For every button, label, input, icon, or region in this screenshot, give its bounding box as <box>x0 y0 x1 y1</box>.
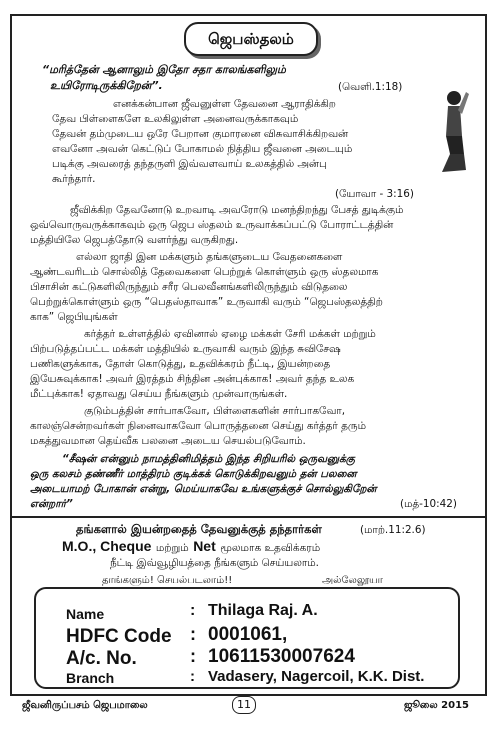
donation-moolam: மூலமாக உதவிக்கரம் <box>220 542 321 554</box>
para5-line2: காலஞ்சென்றவர்கள் நினைவாகவோ பொருத்தனை செய்து கர்த்தர் தரும் <box>30 420 366 432</box>
bank-colon-4: : <box>190 668 195 685</box>
para4-line1: கர்த்தர் உள்ளத்தில் ஏவினால் ஏழை மக்கள் சேரி மக்கள் மற்றும் <box>84 328 376 340</box>
bank-label-hdfc: HDFC Code <box>66 626 172 647</box>
para3-line5: காக” ஜெபியுங்கள் <box>30 311 118 323</box>
bank-label-branch: Branch <box>66 670 115 686</box>
bank-colon-1: : <box>190 602 196 619</box>
bank-value-branch: Vadasery, Nagercoil, K.K. Dist. <box>208 668 425 685</box>
para3-line2: ஆண்டவரிடம் சொல்லித் தேவைகளை பெற்றுக் கொள்ளும் ஒரு ஸ்தலமாக <box>30 266 379 278</box>
quote2-line3: அடையாமற் போகான் என்று, மெய்யாகவே உங்களுக்குச் சொல்லுகிறேன் <box>30 483 377 495</box>
para3-line3: பிசாசின் கட்டுகளிலிருந்தும் சரீர பெலவீனங்களிலிருந்தும் விடுதலை <box>30 281 348 293</box>
para5-line1: குடும்பத்தின் சார்பாகவோ, பிள்ளைகளின் சார்பாகவோ, <box>84 405 346 417</box>
para1-line3: தேவன் தம்முடைய ஒரே பேறான குமாரனை விசுவாசிக்கிறவன் <box>52 128 349 140</box>
quote2-line4: என்றார்” <box>30 498 73 510</box>
para1-line6: கூர்ந்தார். <box>52 173 96 185</box>
page-number: 11 <box>232 696 256 714</box>
donation-methods <box>62 538 442 555</box>
bank-label-acno: A/c. No. <box>66 648 137 669</box>
footer-magazine: ஜீவனிருப்பசம் ஜெபமாலை <box>22 700 148 711</box>
bank-colon-3: : <box>190 646 196 666</box>
donation-matrum: மற்றும் <box>155 542 189 554</box>
quote1-line1: “மரித்தேன் ஆனாலும் இதோ சதா காலங்களிலும் <box>42 63 286 76</box>
praying-person-icon <box>432 88 472 174</box>
bank-value-hdfc: 0001061, <box>208 624 288 645</box>
donation-line3: நீட்டி இவ்வூழியத்தை நீங்களும் செய்யலாம். <box>110 557 319 569</box>
quote2-ref: (மத்-10:42) <box>400 498 457 510</box>
donation-alleluia: அல்லேலூயா <box>322 575 383 586</box>
para2-line1: ஜீவிக்கிற தேவனோடு உறவாடி அவரோடு மனந்திறந்து பேசத் துடிக்கும் <box>70 204 404 216</box>
donation-line1-ref: (மாற்.11:2.6) <box>360 524 426 536</box>
para5-line3: மகத்துவமான தெய்வீக பலனை அடைய செயல்படுவோம். <box>30 435 306 447</box>
para1-line1: எனக்கன்பான ஜீவனுள்ள தேவனை ஆராதிக்கிற <box>113 98 336 110</box>
para2-line3: மத்தியிலே ஜெபத்தோடு வளர்ந்து வருகிறது. <box>30 234 239 246</box>
footer-date: ஜூலை 2015 <box>404 700 469 711</box>
para3-line1: எல்லா ஜாதி இன மக்களும் தங்களுடைய வேதனைகளை <box>76 251 343 263</box>
donation-line1: தங்களால் இயன்றதைத் தேவனுக்குத் தந்தார்கள் <box>76 522 322 536</box>
page-title: ஜெபஸ்தலம் <box>184 22 318 56</box>
donation-thanks: தாங்களும்! செயல்படலாம்!! <box>102 575 233 586</box>
bank-colon-2: : <box>190 624 196 644</box>
para2-line2: ஒவ்வொருவருக்காகவும் ஒரு ஜெப ஸ்தலம் உருவாக்கப்பட்டு போராட்டத்தின் <box>30 219 394 231</box>
quote2-line1: “சீஷன் என்னும் நாமத்தினிமித்தம் இந்த சிறியரில் ஒருவனுக்கு <box>62 453 355 465</box>
quote1-line2: உயிரோடிருக்கிறேன்”. <box>50 79 163 92</box>
para4-line3: பணிகளுக்காக, தோள் கொடுத்து, உதவிக்கரம் நீட்டி, இயன்றதை <box>30 358 331 370</box>
para1-line5: படிக்கு அவரைத் தந்தருளி இவ்வளவாய் உலகத்தில் அன்பு <box>52 158 327 170</box>
para1-line4: எவனோ அவன் கெட்டுப் போகாமல் நித்திய ஜீவனை அடையும் <box>52 143 353 155</box>
quote1-ref: (வெளி.1:18) <box>338 81 403 93</box>
donation-net: Net <box>193 538 216 554</box>
para1-line2: தேவ பிள்ளைகளே உலகிலுள்ள அனைவருக்காகவும் <box>52 113 299 125</box>
para1-ref: (யோவா - 3:16) <box>335 188 414 200</box>
para4-line2: பிற்படுத்தப்பட்ட மக்கள் மத்தியில் உருவாகி வரும் இந்த சுவிசேஷ <box>30 343 341 355</box>
bank-value-name: Thilaga Raj. A. <box>208 602 318 619</box>
donation-mo: M.O., Cheque <box>62 538 152 554</box>
para4-line5: மீட்புக்காக! ஏதாவது செய்ய நீங்களும் முன்வாருங்கள். <box>30 388 288 400</box>
bank-value-acno: 10611530007624 <box>208 646 355 667</box>
bank-label-name: Name <box>66 606 105 622</box>
quote2-line2: ஒரு கலசம் தண்ணீர் மாத்திரம் குடிக்கக் கொடுக்கிறவனும் தன் பலனை <box>30 468 357 480</box>
para4-line4: இயேசுவுக்காக! அவர் இரத்தம் சிந்தின அன்புக்காக! அவர் தந்த உலக <box>30 373 355 385</box>
para3-line4: பெற்றுக்கொள்ளும் ஒரு “பெதஸ்தாவாக” உருவாகி வரும் “ஜெபஸ்தலத்திற் <box>30 296 383 308</box>
divider <box>10 516 485 518</box>
